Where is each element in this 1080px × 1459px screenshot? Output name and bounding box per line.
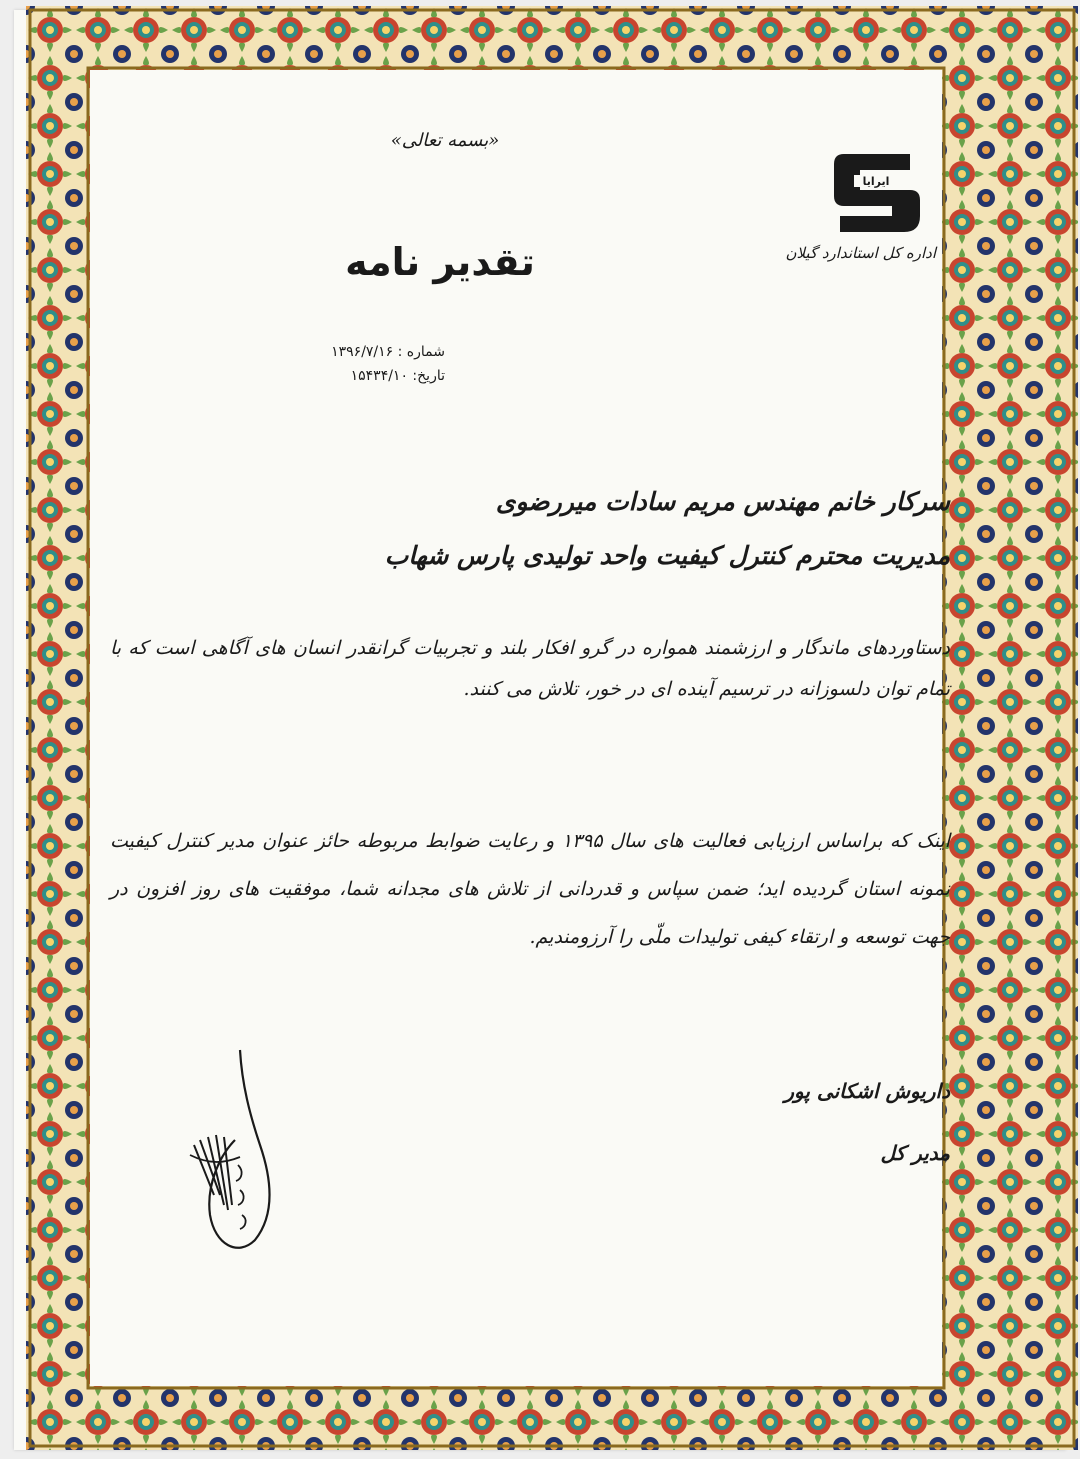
organization-header (785, 150, 936, 290)
reference-number-label: شماره : (397, 344, 445, 360)
certificate-title: تقدیر نامه (345, 240, 535, 284)
addressee-name: سرکار خانم مهندس مریم سادات میررضوی (495, 487, 950, 516)
handwritten-signature-icon (180, 1045, 300, 1255)
organization-name: اداره کل استاندارد گیلان (785, 244, 936, 262)
reference-block (331, 340, 445, 388)
logo-text: ایرایا (862, 175, 890, 188)
addressee-position: مدیریت محترم کنترل کیفیت واحد تولیدی پارس شهاب (384, 541, 950, 570)
reference-date-value: ۱۵۴۳۴/۱۰ (350, 368, 408, 384)
basmala-heading: «بسمه تعالی» (390, 130, 500, 151)
reference-number-row (331, 340, 445, 364)
body-paragraph-1: دستاوردهای ماندگار و ارزشمند همواره در گرو افکار بلند و تجربیات گرانقدر انسان های آگاهی است که با تمام توان دلسوزانه در ترسیم آینده ای در خور، تلاش می کنند. (110, 637, 950, 700)
reference-date-row (331, 364, 445, 388)
certificate-content (110, 90, 950, 1365)
signer-block (784, 1060, 950, 1184)
addressee-block (110, 475, 950, 583)
signer-name: داریوش اشکانی پور (784, 1079, 950, 1103)
body-paragraph-2: اینک که براساس ارزیابی فعالیت های سال ۱۳۹۵ و رعایت ضوابط مربوطه حائز عنوان مدیر کنترل کیفیت نمونه استان گردیده اید؛ ضمن سپاس و قدردانی از تلاش های مجدانه شما، موفقیت های روز افزون در جهت توسعه و ارتقاء کیفی تولیدات ملّی را آرزومندیم. (110, 830, 950, 948)
reference-date-label: تاریخ: (412, 368, 445, 384)
reference-number-value: ۱۳۹۶/۷/۱۶ (331, 344, 394, 360)
isiri-logo-icon (830, 150, 922, 236)
signer-position: مدیر کل (880, 1141, 950, 1165)
